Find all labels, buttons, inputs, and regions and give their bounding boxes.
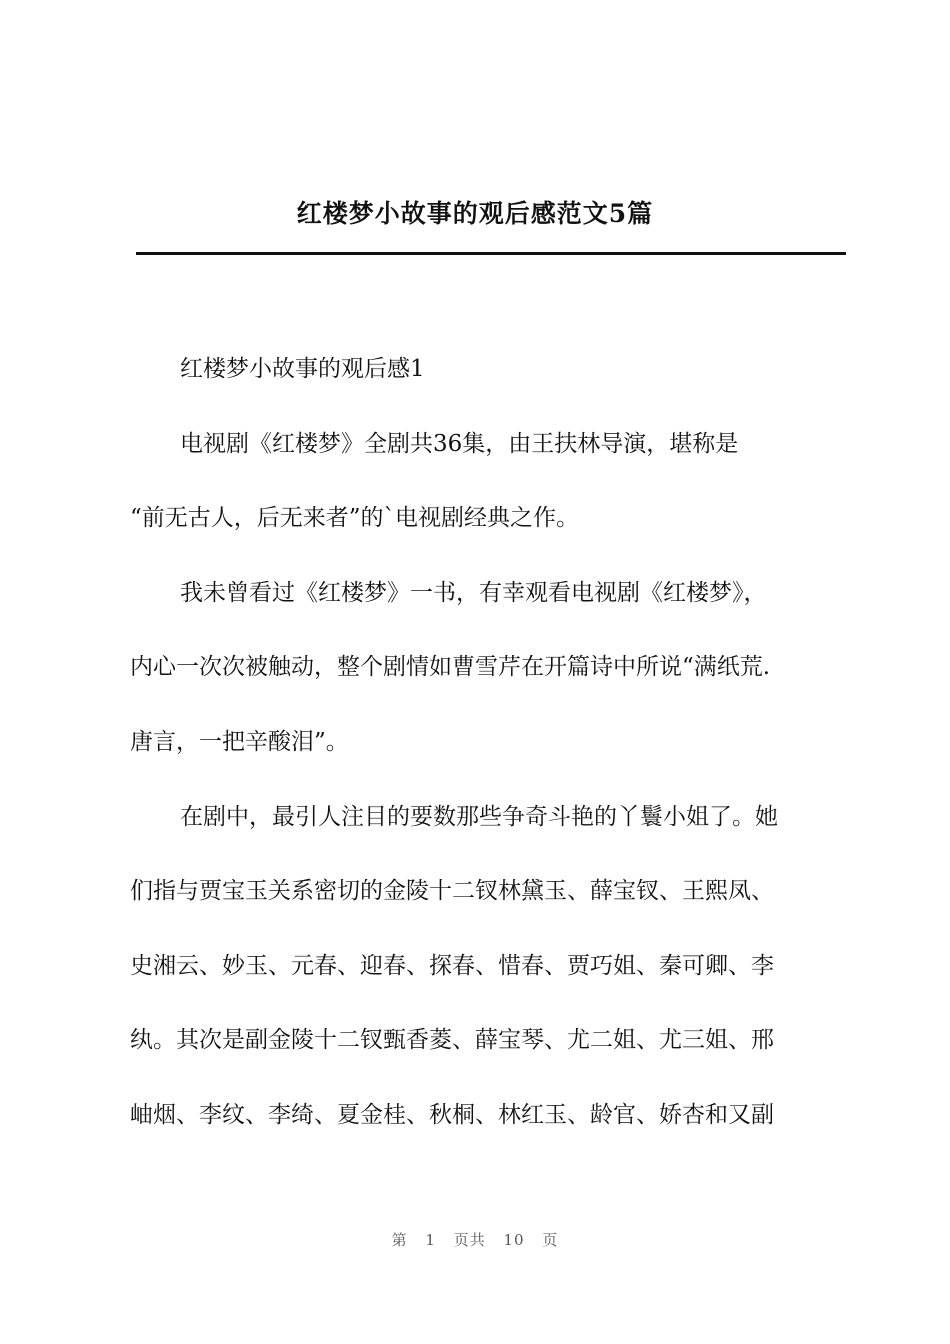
total-page-count: 10 — [503, 1231, 525, 1249]
text-line: 我未曾看过《红楼梦》一书，有幸观看电视剧《红楼梦》， — [180, 580, 767, 606]
text-line: 岫烟、李纹、李绮、夏金桂、秋桐、林红玉、龄官、娇杏和又副 — [130, 1102, 774, 1128]
text-line: 史湘云、妙玉、元春、迎春、探春、惜春、贾巧姐、秦可卿、李 — [130, 953, 774, 979]
title-underline — [136, 252, 846, 255]
current-page-number: 1 — [425, 1231, 436, 1249]
text-line: 在剧中，最引人注目的要数那些争奇斗艳的丫鬟小姐了。她 — [180, 804, 778, 830]
footer-middle: 页共 — [453, 1231, 486, 1249]
footer-prefix: 第 — [391, 1231, 408, 1249]
text-line: 内心一次次被触动，整个剧情如曹雪芹在开篇诗中所说“满纸荒. — [130, 654, 771, 680]
text-line: “前无古人，后无来者”的`电视剧经典之作。 — [130, 505, 580, 531]
section-heading: 红楼梦小故事的观后感1 — [180, 356, 425, 382]
text-line: 纨。其次是副金陵十二钗甄香菱、薛宝琴、尤二姐、尤三姐、邢 — [130, 1027, 774, 1053]
footer-suffix: 页 — [542, 1231, 559, 1249]
text-line: 电视剧《红楼梦》全剧共36集，由王扶林导演，堪称是 — [180, 431, 739, 457]
page-number-footer — [0, 1229, 950, 1250]
text-line: 们指与贾宝玉关系密切的金陵十二钗林黛玉、薛宝钗、王熙凤、 — [130, 878, 774, 904]
text-line: 唐言，一把辛酸泪”。 — [130, 729, 349, 755]
document-title: 红楼梦小故事的观后感范文5篇 — [296, 199, 654, 228]
